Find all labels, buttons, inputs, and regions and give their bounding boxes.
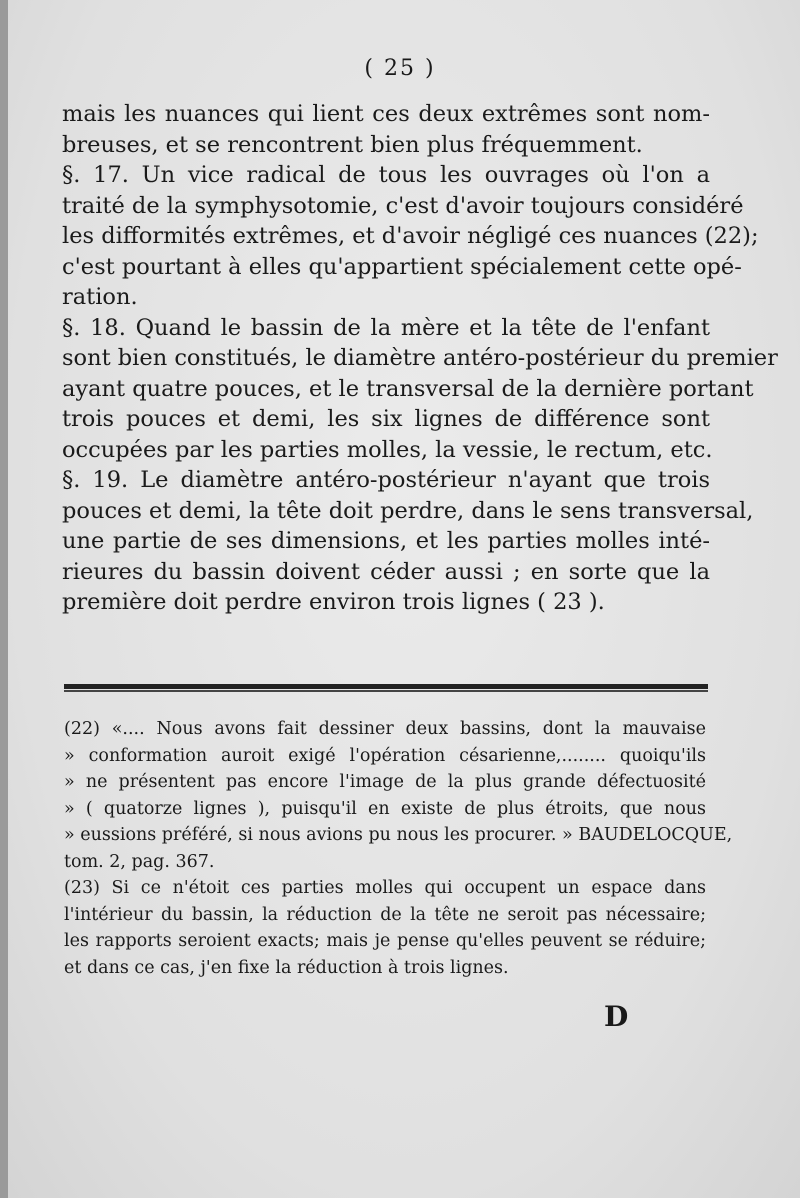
page-number: ( 25 ) — [364, 56, 436, 81]
text-line: une partie de ses dimensions, et les parties molles inté- — [62, 528, 710, 554]
footnotes — [64, 716, 733, 981]
footnote-line: » ne présentent pas encore l'image de la plus grande défectuosité — [64, 772, 706, 792]
footnote-line: les rapports seroient exacts; mais je pense qu'elles peuvent se réduire; — [64, 931, 706, 951]
text-line: ration. — [62, 284, 138, 310]
text-line: sont bien constitués, le diamètre antéro-postérieur du premier — [62, 345, 778, 371]
text-line: §. 19. Le diamètre antéro-postérieur n'ayant que trois — [62, 467, 710, 493]
text-line: §. 17. Un vice radical de tous les ouvrages où l'on a — [62, 162, 710, 188]
footnote-line: » eussions préféré, si nous avions pu nous les procurer. » BAUDELOCQUE, — [64, 825, 733, 845]
signature-mark: D — [604, 1000, 629, 1033]
footnote-line: » ( quatorze lignes ), puisqu'il en existe de plus étroits, que nous — [64, 798, 706, 819]
text-line: occupées par les parties molles, la vessie, le rectum, etc. — [62, 436, 713, 463]
text-line: traité de la symphysotomie, c'est d'avoir toujours considéré — [62, 192, 744, 219]
text-line: breuses, et se rencontrent bien plus fréquemment. — [62, 131, 643, 158]
page-edge — [0, 0, 8, 1198]
footnote-line: (23) Si ce n'étoit ces parties molles qui occupent un espace dans — [64, 878, 706, 898]
footnote-line: et dans ce cas, j'en fixe la réduction à trois lignes. — [64, 957, 509, 978]
footnote-line: l'intérieur du bassin, la réduction de la tête ne seroit pas nécessaire; — [64, 904, 706, 925]
text-line: pouces et demi, la tête doit perdre, dans le sens transversal, — [62, 497, 754, 524]
footnote-rule — [64, 690, 708, 692]
text-line: mais les nuances qui lient ces deux extrêmes sont nom- — [62, 101, 710, 127]
text-line: les difformités extrêmes, et d'avoir négligé ces nuances (22); — [62, 223, 759, 249]
text-line: rieures du bassin doivent céder aussi ; en sorte que la — [62, 558, 710, 585]
text-line: première doit perdre environ trois lignes ( 23 ). — [62, 589, 605, 615]
footnote-line: » conformation auroit exigé l'opération césarienne,........ quoiqu'ils — [64, 745, 706, 766]
text-line: c'est pourtant à elles qu'appartient spécialement cette opé- — [62, 253, 742, 280]
main-text — [62, 99, 778, 618]
text-line: ayant quatre pouces, et le transversal de la dernière portant — [62, 375, 754, 402]
footnote-line: tom. 2, pag. 367. — [64, 851, 215, 872]
footnote-line: (22) «.... Nous avons fait dessiner deux bassins, dont la mauvaise — [64, 719, 706, 739]
text-line: §. 18. Quand le bassin de la mère et la tête de l'enfant — [62, 314, 710, 341]
footnote-rule — [64, 684, 708, 689]
text-line: trois pouces et demi, les six lignes de différence sont — [62, 406, 710, 432]
